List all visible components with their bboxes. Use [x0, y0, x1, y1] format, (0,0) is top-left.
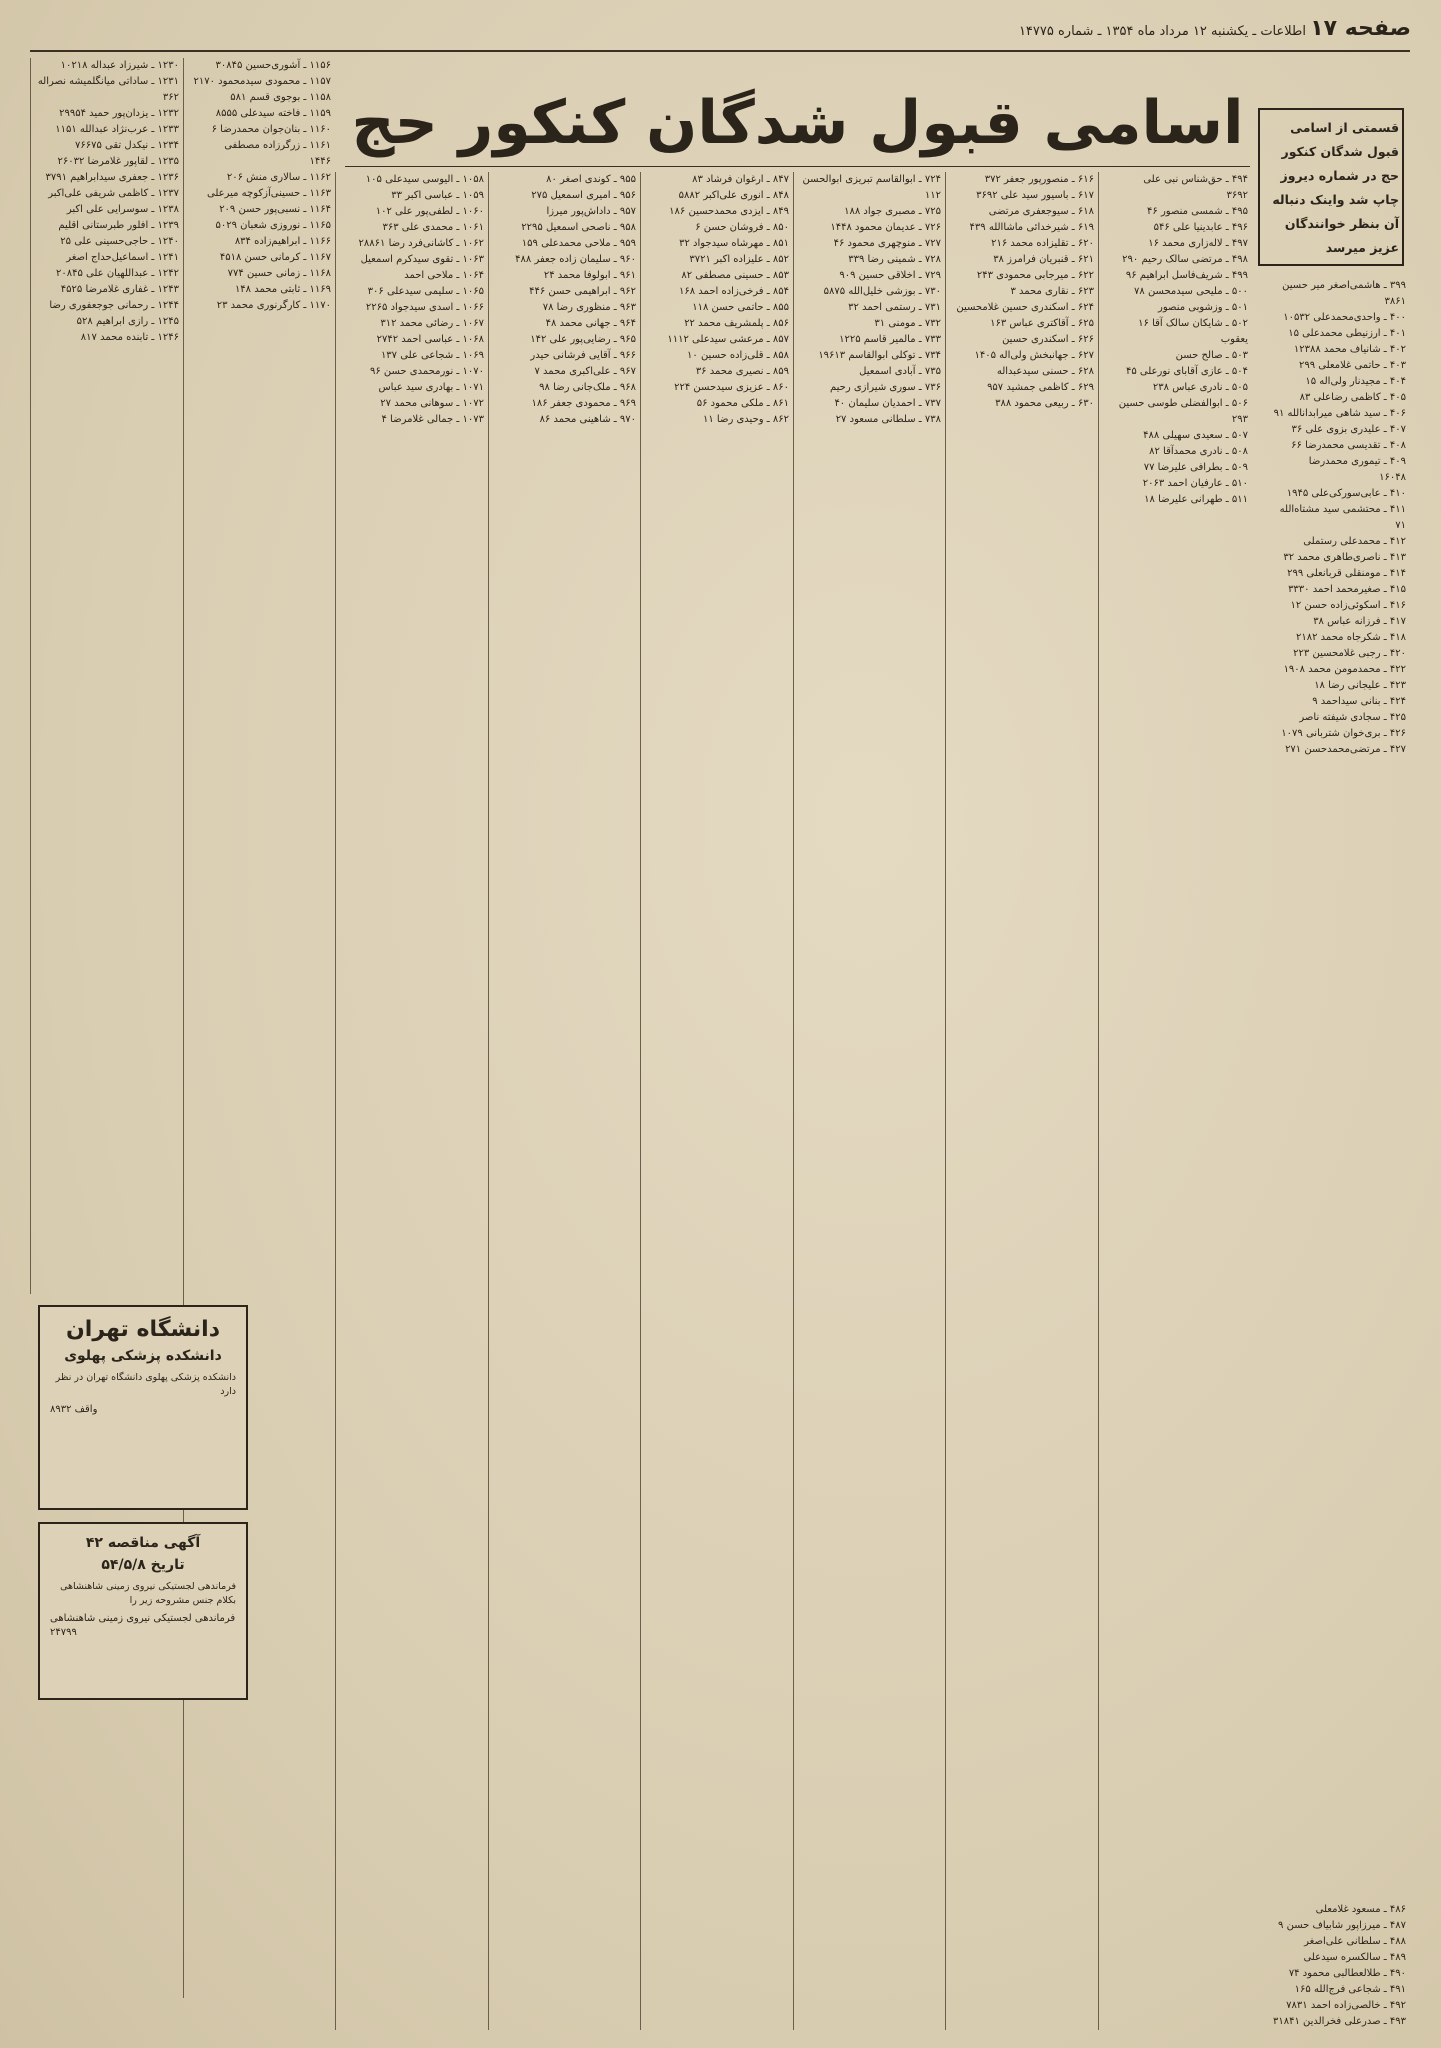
list-item: ۱۲۳۹ ـ افلور طبرستانی اقلیم	[58, 220, 179, 231]
list-item: ۱۱۶۵ ـ نوروزی شعبان ۵۰۲۹	[215, 220, 331, 231]
list-item: ۷۱	[1395, 520, 1406, 531]
list-item: ۱۲۴۲ ـ عبداللهیان علی ۲۰۸۴۵	[56, 268, 179, 279]
list-item: ۴۹۶ ـ عابدینیا علی ۵۴۶	[1153, 222, 1248, 233]
page-title: اسامی قبول شدگان کنکور حج	[351, 88, 1244, 158]
list-item: ۱۱۵۶ ـ آشوری‌حسین ۳۰۸۴۵	[215, 60, 331, 71]
names-column	[793, 172, 945, 2030]
list-item: ۴۹۲ ـ خالصی‌زاده احمد ۷۸۳۱	[1286, 2000, 1406, 2011]
list-item: ۱۰۵۹ ـ عباسی اکبر ۳۳	[391, 190, 484, 201]
ad-date: تاریخ ۵۴/۵/۸	[101, 1557, 185, 1573]
list-item: ۵۱۱ ـ طهرانی علیرضا ۱۸	[1144, 494, 1248, 505]
list-item: ۱۱۵۷ ـ محمودی سیدمحمود ۲۱۷۰	[193, 76, 331, 87]
list-item: ۵۰۶ ـ ابوالفضلی طوسی حسین	[1118, 398, 1248, 409]
column-list-top	[950, 172, 1094, 412]
ad-signature: واقف ۸۹۳۲	[50, 1404, 98, 1415]
list-item: ۷۳۴ ـ توکلی ابوالقاسم ۱۹۶۱۳	[818, 350, 941, 361]
list-item: ۶۱۹ ـ شیرخدائی ماشاالله ۴۳۹	[969, 222, 1094, 233]
list-item: ۱۰۶۲ ـ کاشانی‌فرد رضا ۲۸۸۶۱	[358, 238, 484, 249]
list-item: ۱۰۶۷ ـ رضائی محمد ۳۱۲	[380, 318, 484, 329]
list-item: ۵۰۴ ـ عازی آقابای نورعلی ۴۵	[1125, 366, 1248, 377]
list-item: ۱۰۷۱ ـ بهادری سید عباس	[378, 382, 484, 393]
list-item: ۳۸۶۱	[1384, 296, 1406, 307]
names-column	[1098, 172, 1252, 2030]
list-item: ۱۲۴۵ ـ رازی ابراهیم ۵۲۸	[76, 316, 179, 327]
list-item: ۵۱۰ ـ عارفیان احمد ۲۰۶۳	[1142, 478, 1248, 489]
list-item: ۷۳۵ ـ آبادی اسمعیل	[859, 366, 941, 377]
list-item: ۱۱۶۷ ـ کرمانی حسن ۴۵۱۸	[219, 252, 331, 263]
list-item: ۴۱۸ ـ شکرجاه محمد ۲۱۸۲	[1296, 632, 1406, 643]
list-item: ۱۶۰۴۸	[1379, 472, 1406, 483]
list-item: ۸۵۳ ـ حسینی مصطفی ۸۲	[681, 270, 789, 281]
list-item: ۷۳۸ ـ سلطانی مسعود ۲۷	[835, 414, 941, 425]
list-item: ۱۰۶۸ ـ عباسی احمد ۲۷۴۲	[376, 334, 484, 345]
list-item: ۱۱۵۸ ـ بوجوی قسم ۵۸۱	[230, 92, 331, 103]
list-item: ۴۰۶ ـ سید شاهی میرابدانالله ۹۱	[1273, 408, 1406, 419]
names-column	[488, 172, 640, 2030]
column-list-top	[188, 58, 331, 314]
list-item: ۵۰۷ ـ سعیدی سهیلی ۴۸۸	[1143, 430, 1248, 441]
list-item: ۶۲۸ ـ حسنی سیدعبداله	[996, 366, 1094, 377]
list-item: ۱۲۳۸ ـ سوسرایی علی اکبر	[66, 204, 179, 215]
column-list-top	[645, 172, 789, 428]
names-column	[335, 172, 488, 2030]
university-advertisement	[38, 1305, 248, 1510]
column-list-top	[35, 58, 179, 346]
list-item: ۸۵۴ ـ فرخی‌زاده احمد ۱۶۸	[679, 286, 789, 297]
list-item: ۴۱۷ ـ فرزانه عباس ۳۸	[1313, 616, 1406, 627]
list-item: ۶۲۳ ـ نقاری محمد ۳	[1010, 286, 1094, 297]
list-item: ۱۰۶۳ ـ تقوی سیدکرم اسمعیل	[360, 254, 484, 265]
list-item: ۶۱۸ ـ سیوجعفری مرتضی	[988, 206, 1094, 217]
list-item: ۵۰۹ ـ بطرافی علیرضا ۷۷	[1143, 462, 1248, 473]
list-item: ۷۲۷ ـ منوچهری محمود ۴۶	[833, 238, 941, 249]
column-list-bottom	[1260, 1902, 1406, 2030]
list-item: ۳۶۲	[162, 92, 179, 103]
ad-heading: دانشگاه تهران	[66, 1317, 220, 1342]
column-list-top	[1103, 172, 1248, 508]
list-item: ۱۱۶۱ ـ زرگرزاده مصطفی	[224, 140, 331, 151]
list-item: ۷۲۵ ـ مصبری جواد ۱۸۸	[844, 206, 941, 217]
list-item: ۱۲۳۱ ـ ساداتی میانگلمیشه نصراله	[37, 76, 179, 87]
list-item: ۴۲۵ ـ سجادی شیفته ناصر	[1299, 712, 1406, 723]
list-item: ۴۹۱ ـ شجاعی فرج‌الله ۱۶۵	[1294, 1984, 1406, 1995]
list-item: ۵۰۳ ـ صالح حسن	[1175, 350, 1248, 361]
list-item: ۹۶۶ ـ آقایی فرشانی حیدر	[530, 350, 636, 361]
list-item: ۱۱۶۶ ـ ابراهیم‌زاده ۸۳۴	[234, 236, 331, 247]
list-item: ۴۱۲ ـ محمدعلی رستملی	[1303, 536, 1406, 547]
names-column	[640, 172, 793, 2030]
list-item: ۸۴۹ ـ ایزدی محمدحسین ۱۸۶	[669, 206, 789, 217]
ad-body: دانشکده پزشکی پهلوی دانشگاه تهران در نظر دارد	[55, 1372, 236, 1397]
list-item: ۴۱۶ ـ اسکوئی‌زاده حسن ۱۲	[1290, 600, 1406, 611]
list-item: ۶۲۱ ـ قنبریان فرامرز ۳۸	[993, 254, 1094, 265]
list-item: ۱۰۵۸ ـ الیوسی سیدعلی ۱۰۵	[365, 174, 484, 185]
list-item: ۴۲۳ ـ علیجانی رضا ۱۸	[1314, 680, 1406, 691]
column-list-top	[340, 172, 484, 428]
list-item: ۵۰۰ ـ ملیحی سیدمحسن ۷۸	[1134, 286, 1248, 297]
list-item: ۷۳۱ ـ رستمی احمد ۳۲	[848, 302, 941, 313]
list-item: ۱۴۴۶	[309, 156, 331, 167]
list-item: ۴۰۵ ـ کاظمی رضاعلی ۸۳	[1299, 392, 1406, 403]
list-item: ۹۶۹ ـ محمودی جعفر ۱۸۶	[531, 398, 636, 409]
list-item: ۱۱۶۴ ـ نسبی‌پور حسن ۲۰۹	[219, 204, 331, 215]
list-item: ۴۹۰ ـ طلالعطالبی محمود ۷۴	[1288, 1968, 1406, 1979]
list-item: ۱۱۶۰ ـ بنان‌جوان محمدرضا ۶	[211, 124, 331, 135]
issue-line: اطلاعات ـ یکشنبه ۱۲ مرداد ماه ۱۳۵۴ ـ شماره ۱۴۷۷۵	[1018, 24, 1306, 39]
list-item: ۴۰۰ ـ واحدی‌محمدعلی ۱۰۵۳۲	[1283, 312, 1406, 323]
list-item: ۹۶۳ ـ منظوری رضا ۷۸	[542, 302, 636, 313]
column-list-top	[798, 172, 941, 428]
ad-signature: فرماندهی لجستیکی نیروی زمینی شاهنشاهی ۲۴۷۹۹	[50, 1613, 236, 1638]
list-item: ۹۷۰ ـ شاهینی محمد ۸۶	[539, 414, 636, 425]
list-item: ۱۰۶۹ ـ شجاعی علی ۱۳۷	[380, 350, 484, 361]
list-item: ۱۰۷۲ ـ سوهانی محمد ۲۷	[380, 398, 484, 409]
list-item: ۱۲۴۰ ـ حاجی‌حسینی علی ۲۵	[60, 236, 179, 247]
list-item: ۹۵۵ ـ کوندی اصغر ۸۰	[546, 174, 636, 185]
names-column	[1256, 278, 1410, 2030]
list-item: ۱۰۶۶ ـ اسدی سیدجواد ۲۲۶۵	[365, 302, 484, 313]
list-item: ۸۵۵ ـ حاتمی حسن ۱۱۸	[692, 302, 789, 313]
list-item: ۱۱۲	[924, 190, 941, 201]
list-item: ۸۶۰ ـ عزیزی سیدحسن ۲۲۴	[674, 382, 789, 393]
list-item: ۴۰۸ ـ تقدیسی محمدرضا ۶۶	[1291, 440, 1406, 451]
list-item: ۷۳۰ ـ بوزشی خلیل‌الله ۵۸۷۵	[823, 286, 941, 297]
list-item: ۱۰۶۱ ـ محمدی علی ۳۶۳	[382, 222, 484, 233]
list-item: ۶۲۴ ـ اسکندری حسین غلامحسین	[956, 302, 1094, 313]
list-item: ۹۵۸ ـ ناصحی اسمعیل ۲۲۹۵	[521, 222, 636, 233]
list-item: ۴۹۳ ـ صدرعلی فخرالدین ۳۱۸۴۱	[1272, 2016, 1406, 2027]
list-item: ۴۲۶ ـ بری‌خوان شتربانی ۱۰۷۹	[1281, 728, 1406, 739]
list-item: ۱۲۴۱ ـ اسماعیل‌حداج اصغر	[66, 252, 179, 263]
list-item: ۹۵۷ ـ داداش‌پور میرزا	[546, 206, 636, 217]
list-item: ۱۰۶۰ ـ لطفی‌پور علی ۱۰۲	[375, 206, 484, 217]
list-item: ۵۰۸ ـ نادری محمدآقا ۸۲	[1149, 446, 1248, 457]
list-item: ۱۱۶۹ ـ ثابتی محمد ۱۴۸	[234, 284, 331, 295]
list-item: ۸۶۲ ـ وحیدی رضا ۱۱	[703, 414, 789, 425]
list-item: ۸۵۲ ـ علیزاده اکبر ۳۷۲۱	[689, 254, 789, 265]
list-item: ۱۲۳۲ ـ یزدان‌پور حمید ۲۹۹۵۴	[59, 108, 179, 119]
list-item: ۶۲۶ ـ اسکندری حسین	[1002, 334, 1094, 345]
list-item: ۹۶۵ ـ رضایی‌پور علی ۱۴۲	[530, 334, 636, 345]
notice-box: قسمتی از اسامی قبول شدگان کنکور حج در شماره دیروز چاپ شد واینک دنباله آن بنظر خوانندگان عزیز میرسد	[1258, 108, 1404, 266]
title-divider	[345, 166, 1250, 167]
list-item: ۱۱۶۳ ـ حسینی‌آزکوچه میرعلی	[206, 188, 331, 199]
list-item: ۴۰۷ ـ علیدری بزوی علی ۳۶	[1291, 424, 1406, 435]
list-item: ۱۱۶۲ ـ سالاری منش ۲۰۶	[226, 172, 331, 183]
list-item: ۸۴۸ ـ انوری علی‌اکبر ۵۸۸۲	[678, 190, 789, 201]
list-item: ۸۵۹ ـ نصیری محمد ۳۶	[695, 366, 789, 377]
list-item: ۱۲۴۶ ـ تابنده محمد ۸۱۷	[80, 332, 179, 343]
list-item: ۷۲۶ ـ عدیمان محمود ۱۴۴۸	[830, 222, 941, 233]
list-item: ۱۰۶۴ ـ ملاحی احمد	[404, 270, 484, 281]
list-item: ۷۳۲ ـ مومنی ۳۱	[874, 318, 941, 329]
list-item: ۱۲۳۵ ـ لقاپور غلامرضا ۲۶۰۳۲	[57, 156, 179, 167]
list-item: ۴۱۰ ـ عابی‌سورکی‌علی ۱۹۴۵	[1286, 488, 1406, 499]
list-item: ۷۳۷ ـ احمدیان سلیمان ۴۰	[834, 398, 941, 409]
list-item: ۴۲۴ ـ بنانی سیداحمد ۹	[1312, 696, 1406, 707]
list-item: ۱۲۳۰ ـ شیرزاد عبداله ۱۰۲۱۸	[60, 60, 179, 71]
list-item: ۶۲۷ ـ جهانبخش ولی‌اله ۱۴۰۵	[974, 350, 1094, 361]
list-item: ۶۲۲ ـ میرجابی محمودی ۲۴۳	[976, 270, 1094, 281]
list-item: ۴۹۴ ـ حق‌شناس نبی علی	[1143, 174, 1248, 185]
list-item: ۶۲۰ ـ تقلیزاده محمد ۲۱۶	[991, 238, 1094, 249]
list-item: ۴۸۶ ـ مسعود غلامعلی	[1315, 1904, 1406, 1915]
list-item: ۸۶۱ ـ ملکی محمود ۵۶	[696, 398, 789, 409]
list-item: ۶۱۷ ـ باسیور سید علی ۳۶۹۲	[976, 190, 1094, 201]
list-item: ۱۰۷۰ ـ نورمحمدی حسن ۹۶	[369, 366, 484, 377]
list-item: ۸۵۰ ـ فروشان حسن ۶	[695, 222, 789, 233]
tender-advertisement	[38, 1522, 248, 1700]
list-item: ۶۳۰ ـ ربیعی محمود ۳۸۸	[995, 398, 1094, 409]
list-item: ۱۲۳۷ ـ کاظمی شریفی علی‌اکبر	[48, 188, 179, 199]
column-list-top	[1260, 278, 1406, 758]
list-item: ۱۲۳۶ ـ جعفری سیدابراهیم ۳۷۹۱	[45, 172, 179, 183]
list-item: ۴۲۰ ـ رجبی غلامحسین ۲۲۳	[1293, 648, 1406, 659]
list-item: ۳۹۹ ـ هاشمی‌اصغر میر حسین	[1282, 280, 1406, 291]
list-item: ۹۶۰ ـ سلیمان زاده جعفر ۴۸۸	[515, 254, 636, 265]
list-item: ۶۲۹ ـ کاظمی جمشید ۹۵۷	[987, 382, 1094, 393]
list-item: ۴۸۸ ـ سلطانی علی‌اصغر	[1304, 1936, 1406, 1947]
list-item: ۴۲۲ ـ محمدمومن محمد ۱۹۰۸	[1283, 664, 1406, 675]
list-item: ۴۸۷ ـ میرزاپور شابیاف حسن ۹	[1278, 1920, 1406, 1931]
list-item: ۵۰۲ ـ شایکان سالک آقا ۱۶	[1138, 318, 1248, 329]
names-column	[30, 58, 183, 1294]
list-item: ۴۲۷ ـ مرتضی‌محمدحسن ۲۷۱	[1285, 744, 1406, 755]
column-list-top	[493, 172, 636, 428]
list-item: ۹۵۹ ـ ملاحی محمدعلی ۱۵۹	[521, 238, 636, 249]
list-item: ۹۶۱ ـ ابولوفا محمد ۲۴	[543, 270, 636, 281]
list-item: ۸۵۸ ـ قلی‌زاده حسین ۱۰	[687, 350, 789, 361]
names-column	[945, 172, 1098, 2030]
list-item: ۶۱۶ ـ منصورپور جعفر ۳۷۲	[984, 174, 1094, 185]
list-item: ۴۹۵ ـ شمسی منصور ۴۶	[1147, 206, 1248, 217]
list-item: ۱۱۶۸ ـ زمانی حسین ۷۷۴	[227, 268, 331, 279]
ad-heading: آگهی مناقصه ۴۲	[85, 1535, 201, 1551]
list-item: ۱۲۳۳ ـ عرب‌نژاد عبدالله ۱۱۵۱	[55, 124, 179, 135]
list-item: ۹۶۴ ـ جهانی محمد ۴۸	[545, 318, 636, 329]
list-item: ۱۲۴۳ ـ غفاری غلامرضا ۴۵۲۵	[60, 284, 179, 295]
list-item: ۴۱۵ ـ صغیرمحمد احمد ۳۳۳۰	[1288, 584, 1406, 595]
list-item: ۷۲۴ ـ ابوالقاسم تبریزی ابوالحسن	[802, 174, 941, 185]
list-item: ۴۰۹ ـ تیموری محمدرضا	[1308, 456, 1406, 467]
list-item: ۸۴۷ ـ ارغوان فرشاد ۸۳	[692, 174, 789, 185]
page-number: صفحه ۱۷	[1310, 16, 1411, 41]
list-item: ۴۹۸ ـ مرتضی سالک رحیم ۲۹۰	[1122, 254, 1248, 265]
list-item: ۴۹۹ ـ شریف‌فاسل ابراهیم ۹۶	[1125, 270, 1248, 281]
list-item: ۱۲۴۴ ـ رحمانی جوجعفوری رضا	[49, 300, 179, 311]
list-item: ۱۰۶۵ ـ سلیمی سیدعلی ۳۰۶	[367, 286, 484, 297]
list-item: ۴۰۴ ـ مجیدنار ولی‌اله ۱۵	[1305, 376, 1406, 387]
list-item: ۹۶۲ ـ ابراهیمی حسن ۴۴۶	[529, 286, 636, 297]
list-item: ۸۵۶ ـ پلمشریف محمد ۲۲	[684, 318, 789, 329]
list-item: ۴۹۷ ـ لاله‌زاری محمد ۱۶	[1148, 238, 1248, 249]
list-item: ۴۰۳ ـ حاتمی غلامعلی ۲۹۹	[1298, 360, 1406, 371]
list-item: ۴۱۱ ـ محتشمی سید مشتاه‌الله	[1279, 504, 1406, 515]
list-item: ۴۰۱ ـ ارزنیطی محمدعلی ۱۵	[1288, 328, 1406, 339]
list-item: ۴۱۳ ـ ناصری‌طاهری محمد ۳۲	[1283, 552, 1406, 563]
list-item: ۷۲۹ ـ اخلاقی حسین ۹۰۹	[839, 270, 941, 281]
list-item: ۷۳۶ ـ سوری شیرازی رحیم	[829, 382, 941, 393]
ad-subheading: دانشکده پزشکی پهلوی	[64, 1348, 222, 1364]
list-item: ۴۰۲ ـ شانیاف محمد ۱۲۳۸۸	[1293, 344, 1406, 355]
list-item: ۸۵۱ ـ مهرشاه سیدجواد ۳۲	[679, 238, 789, 249]
list-item: ۷۳۳ ـ مالمیر قاسم ۱۲۲۵	[839, 334, 941, 345]
list-item: ۱۱۵۹ ـ فاخته سیدعلی ۸۵۵۵	[215, 108, 331, 119]
list-item: ۴۱۴ ـ مومنقلی قربانعلی ۲۹۹	[1287, 568, 1406, 579]
list-item: ۸۵۷ ـ مرعشی سیدعلی ۱۱۱۲	[667, 334, 789, 345]
list-item: ۱۲۳۴ ـ نیکدل تقی ۷۶۶۷۵	[74, 140, 179, 151]
list-item: ۵۰۱ ـ وزشوبی منصور	[1158, 302, 1248, 313]
list-item: ۴۸۹ ـ سالکسره سیدعلی	[1303, 1952, 1406, 1963]
list-item: ۹۶۷ ـ علی‌اکبری محمد ۷	[534, 366, 636, 377]
header-divider	[30, 50, 1410, 52]
names-column	[183, 58, 335, 1998]
list-item: ۱۱۷۰ ـ کارگرنوری محمد ۲۳	[216, 300, 331, 311]
list-item: ۱۰۷۳ ـ جمالی غلامرضا ۴	[381, 414, 484, 425]
list-item: ۹۶۸ ـ ملک‌جانی رضا ۹۸	[539, 382, 636, 393]
list-item: یعقوب	[1220, 334, 1248, 345]
list-item: ۹۵۶ ـ امیری اسمعیل ۲۷۵	[531, 190, 636, 201]
list-item: ۵۰۵ ـ نادری عباس ۲۳۸	[1152, 382, 1248, 393]
list-item: ۷۲۸ ـ شمینی رضا ۳۳۹	[848, 254, 941, 265]
list-item: ۶۲۵ ـ آقاکتری عباس ۱۶۳	[990, 318, 1094, 329]
list-item: ۳۶۹۲	[1226, 190, 1248, 201]
ad-body: فرماندهی لجستیکی نیروی زمینی شاهنشاهی بکلام جنس مشروحه زیر را	[60, 1581, 236, 1606]
list-item: ۲۹۳	[1231, 414, 1248, 425]
